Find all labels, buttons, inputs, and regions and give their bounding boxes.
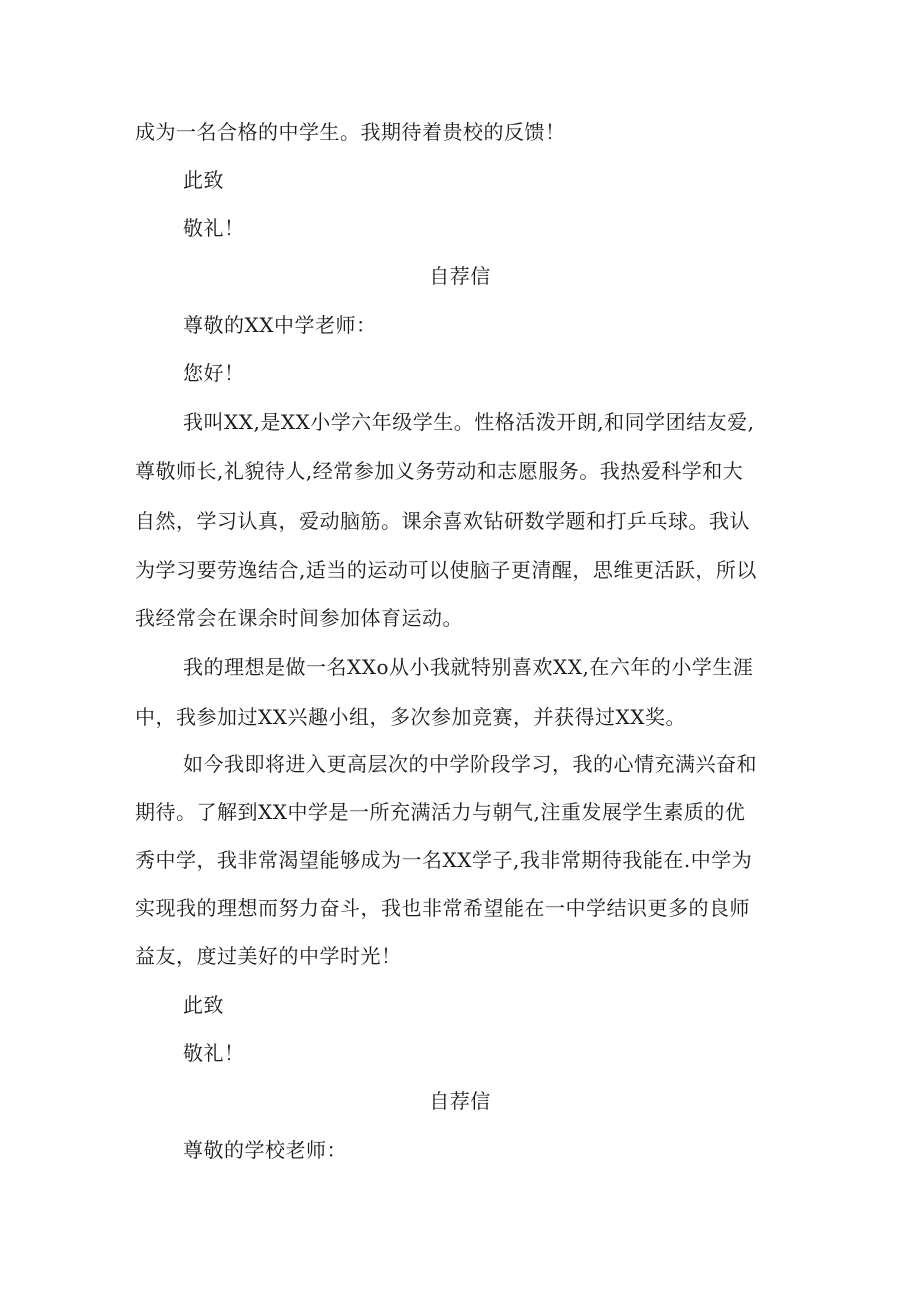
closing-fragment: 成为一名合格的中学生。我期待着贵校的反馈！: [135, 120, 566, 144]
letter-title: 自荐信: [429, 264, 491, 288]
paragraph-line: 实现我的理想而努力奋斗，我也非常希望能在一中学结识更多的良师: [135, 896, 750, 920]
paragraph-line: 中，我参加过XX兴趣小组，多次参加竞赛，并获得过XX奖。: [135, 705, 686, 729]
paragraph-line: 为学习要劳逸结合,适当的运动可以使脑子更清醒，思维更活跃，所以: [135, 558, 757, 582]
hello-line: 您好！: [183, 361, 245, 385]
greeting: 尊敬的学校老师：: [183, 1138, 347, 1162]
letter-title: 自荐信: [429, 1089, 491, 1113]
paragraph-line: 如今我即将进入更高层次的中学阶段学习，我的心情充满兴奋和: [183, 752, 757, 776]
salutation-close: 此致: [183, 168, 224, 192]
paragraph-line: 益友，度过美好的中学时光！: [135, 944, 402, 968]
greeting: 尊敬的XX中学老师：: [183, 313, 377, 337]
paragraph-line: 我的理想是做一名XXo从小我就特别喜欢XX,在六年的小学生涯: [183, 655, 754, 679]
respect-line: 敬礼！: [183, 216, 245, 240]
paragraph-line: 我叫XX,是XX小学六年级学生。性格活泼开朗,和同学团结友爱,: [183, 410, 755, 434]
paragraph-line: 秀中学，我非常渴望能够成为一名XX学子,我非常期待我能在.中学为: [135, 848, 753, 872]
paragraph-line: 自然，学习认真，爱动脑筋。课余喜欢钻研数学题和打乒乓球。我认: [135, 509, 750, 533]
salutation-close: 此致: [183, 993, 224, 1017]
paragraph-line: 我经常会在课余时间参加体育运动。: [135, 606, 463, 630]
paragraph-line: 尊敬师长,礼貌待人,经常参加义务劳动和志愿服务。我热爱科学和大: [135, 459, 744, 483]
paragraph-line: 期待。了解到XX中学是一所充满活力与朝气,注重发展学生素质的优: [135, 800, 746, 824]
respect-line: 敬礼！: [183, 1041, 245, 1065]
